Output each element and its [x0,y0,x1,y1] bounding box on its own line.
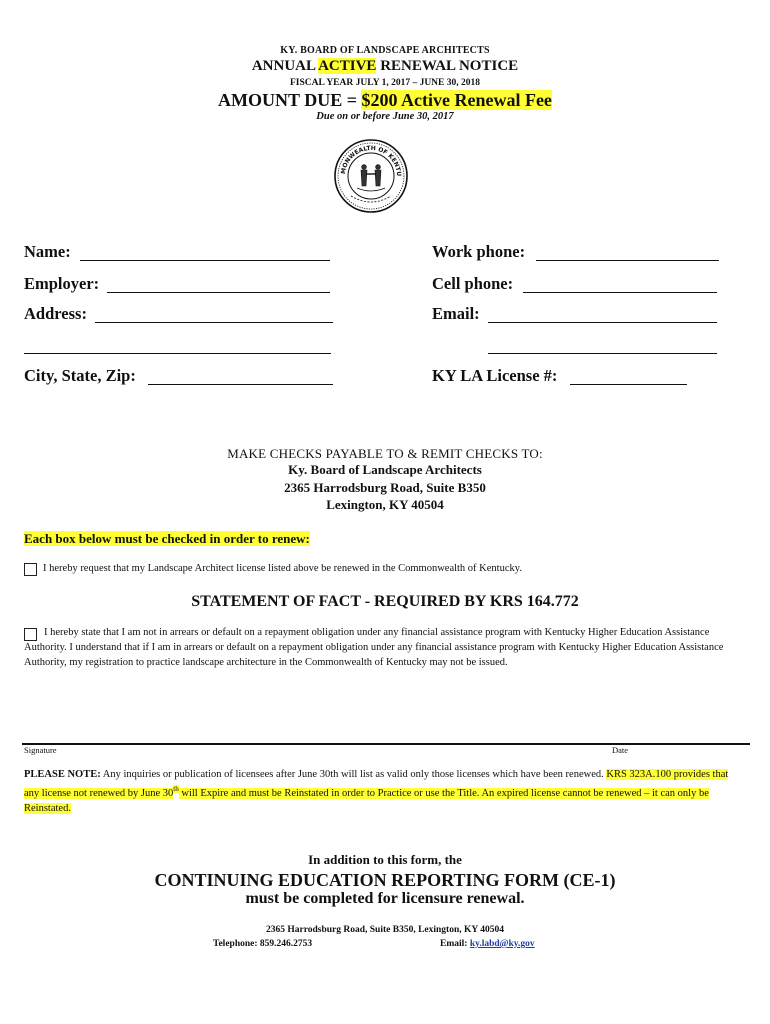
amount-due [0,90,770,111]
renewal-request-text: I hereby request that my Landscape Architect license listed above be renewed in the Commonwealth of Kentucky. [43,563,522,574]
work-phone-label: Work phone: [432,242,526,261]
please-note [24,767,744,816]
employer-label: Employer: [24,274,100,293]
email-link[interactable]: ky.labd@ky.gov [469,939,535,949]
title-highlight: ACTIVE [318,58,377,74]
checkbox-instruction [24,531,310,547]
date-label: Date [612,745,629,755]
statement-heading: STATEMENT OF FACT - REQUIRED BY KRS 164.772 [191,593,579,610]
board-name: KY. BOARD OF LANDSCAPE ARCHITECTS [280,45,490,56]
amount-prefix: AMOUNT DUE = [218,90,362,110]
notice-title [0,58,770,75]
signature-line[interactable] [22,743,750,745]
email-label: Email: [432,304,480,323]
license-label: KY LA License #: [432,366,558,385]
footer-address: 2365 Harrodsburg Road, Suite B350, Lexington, KY 40504 [265,925,505,935]
note-text: Any inquiries or publication of licensees after June 30th will list as valid only those licenses which have been renewed. [100,769,607,780]
note-highlight-a: KRS 323A.100 provides that any license not renewed by June 30 [24,769,729,799]
city-state-zip-input[interactable] [148,367,333,385]
city-state-zip-label: City, State, Zip: [24,366,136,385]
remit-payee: Ky. Board of Landscape Architects [288,462,482,477]
remit-city: Lexington, KY 40504 [326,497,444,512]
remit-heading: MAKE CHECKS PAYABLE TO & REMIT CHECKS TO: [227,446,543,461]
addition-text: In addition to this form, the [308,852,462,867]
address-label: Address: [24,304,87,323]
note-highlight-b: will Expire and must be Reinstated in order to Practice or use the Title. An expired license cannot be renewed – it can only be Reinstated. [24,787,709,814]
email-label-text: Email: [440,939,470,949]
instruction-text: Each box below must be checked in order to renew: [24,531,310,546]
seal-text: MONWEALTH OF KENTU [339,144,403,177]
note-label: PLEASE NOTE: [24,769,101,780]
amount-highlight: $200 Active Renewal Fee [361,90,552,110]
ce-form-title: CONTINUING EDUCATION REPORTING FORM (CE-1) [154,870,616,890]
name-label: Name: [24,242,71,261]
title-prefix: ANNUAL [251,58,319,74]
employer-input[interactable] [107,275,330,293]
license-input[interactable] [570,367,687,385]
address-line2-input[interactable] [24,336,331,354]
footer-email [440,939,535,949]
email-line2-input[interactable] [488,336,717,354]
cell-phone-input[interactable] [523,275,717,293]
name-input[interactable] [80,243,330,261]
commonwealth-seal-icon [333,138,409,214]
remit-street: 2365 Harrodsburg Road, Suite B350 [284,480,486,495]
statement-text: I hereby state that I am not in arrears or default on a repayment obligation under any financial assistance program with Kentucky Higher Education Assistance Authority. I understand that if I am in arrears or default on a repayment obligation under any financial assistance program with Kentucky Higher Education Assistance Authority, my registration to practice landscape architecture in the Commonwealth of Kentucky may not be issued. [24,627,724,668]
fiscal-year: FISCAL YEAR JULY 1, 2017 – JUNE 30, 2018 [289,78,481,88]
renewal-request-checkbox[interactable] [24,563,37,576]
ce-requirement: must be completed for licensure renewal. [245,890,525,907]
email-input[interactable] [488,305,717,323]
work-phone-input[interactable] [536,243,719,261]
due-date: Due on or before June 30, 2017 [316,111,454,122]
address-input[interactable] [95,305,333,323]
signature-label: Signature [24,745,57,755]
cell-phone-label: Cell phone: [432,274,514,293]
title-suffix: RENEWAL NOTICE [376,58,519,74]
footer-telephone: Telephone: 859.246.2753 [213,939,313,949]
note-highlight-sup: th [173,785,179,793]
